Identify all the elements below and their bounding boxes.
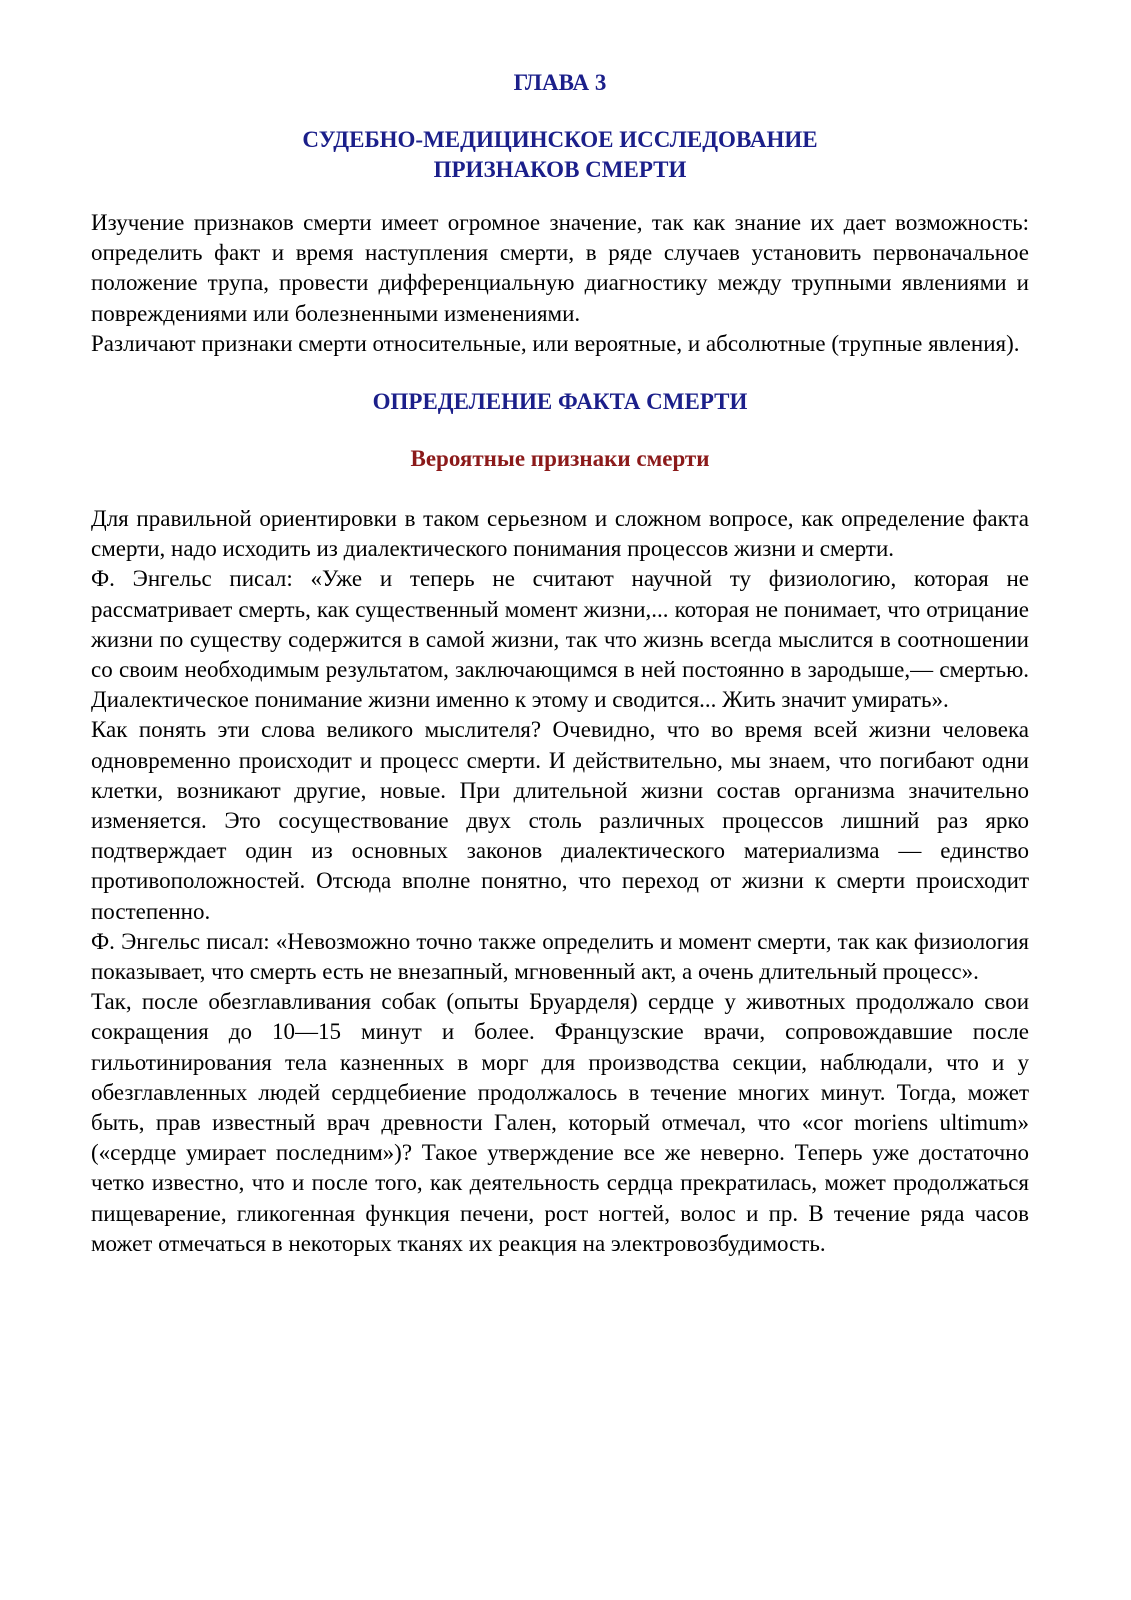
paragraph: Для правильной ориентировки в таком серьезном и сложном вопросе, как определение факта смерти, надо исходить из диалектического понимания процессов жизни и смерти. bbox=[91, 506, 1029, 562]
chapter-heading: ГЛАВА 3 bbox=[513, 70, 607, 95]
paragraph: Как понять эти слова великого мыслителя? Очевидно, что во время всей жизни человека одновременно происходит и процесс смерти. И действительно, мы знаем, что погибают одни клетки, возникают другие, новые. При длительной жизни состав организма значительно изменяется. Это сосуществование двух столь различных процессов лишний раз ярко подтверждает один из основных законов диалектического материализма — единство противоположностей. Отсюда вполне понятно, что переход от жизни к смерти происходит постепенно. bbox=[91, 717, 1029, 924]
intro-text bbox=[91, 208, 1029, 359]
chapter-title bbox=[91, 125, 1029, 185]
document-page bbox=[91, 68, 1029, 1259]
paragraph: Изучение признаков смерти имеет огромное значение, так как знание их дает возможность: определить факт и время наступления смерти, в ряде случаев установить первоначальное положение трупа, провести дифференциальную диагностику между трупными явлениями и повреждениями или болезненными изменениями. bbox=[91, 210, 1029, 326]
paragraph: Ф. Энгельс писал: «Невозможно точно также определить и момент смерти, так как физиология показывает, что смерть есть не внезапный, мгновенный акт, а очень длительный процесс». bbox=[91, 928, 1029, 985]
paragraph: Различают признаки смерти относительные, или вероятные, и абсолютные (трупные явления). bbox=[91, 330, 1020, 356]
section-heading: ОПРЕДЕЛЕНИЕ ФАКТА СМЕРТИ bbox=[372, 389, 748, 415]
paragraph: Ф. Энгельс писал: «Уже и теперь не считают научной ту физиологию, которая не рассматривает смерть, как существенный момент жизни,... которая не понимает, что отрицание жизни по существу содержится в самой жизни, так что жизнь всегда мыслится в соотношении со своим необходимым результатом, заключающимся в ней постоянно в зародыше,— смертью. Диалектическое понимание жизни именно к этому и сводится... Жить значит умирать». bbox=[91, 566, 1029, 713]
section-text bbox=[91, 504, 1029, 1259]
chapter-title-line-1: СУДЕБНО-МЕДИЦИНСКОЕ ИССЛЕДОВАНИЕ bbox=[302, 127, 818, 152]
subsection-heading: Вероятные признаки смерти bbox=[410, 446, 710, 472]
paragraph: Так, после обезглавливания собак (опыты Бруарделя) сердце у животных продолжало свои сокращения до 10—15 минут и более. Французские врачи, сопровождавшие после гильотинирования тела казненных в морг для производства секции, наблюдали, что и у обезглавленных людей сердцебиение продолжалось в течение многих минут. Тогда, может быть, прав известный врач древности Гален, который отмечал, что «cor moriens ultimum» («сердце умирает последним»)? Такое утверждение все же неверно. Теперь уже достаточно четко известно, что и после того, как деятельность сердца прекратилась, может продолжаться пищеварение, гликогенная функция печени, рост ногтей, волос и пр. В течение ряда часов может отмечаться в некоторых тканях их реакция на электровозбудимость. bbox=[91, 989, 1029, 1256]
chapter-title-line-2: ПРИЗНАКОВ СМЕРТИ bbox=[433, 157, 687, 182]
